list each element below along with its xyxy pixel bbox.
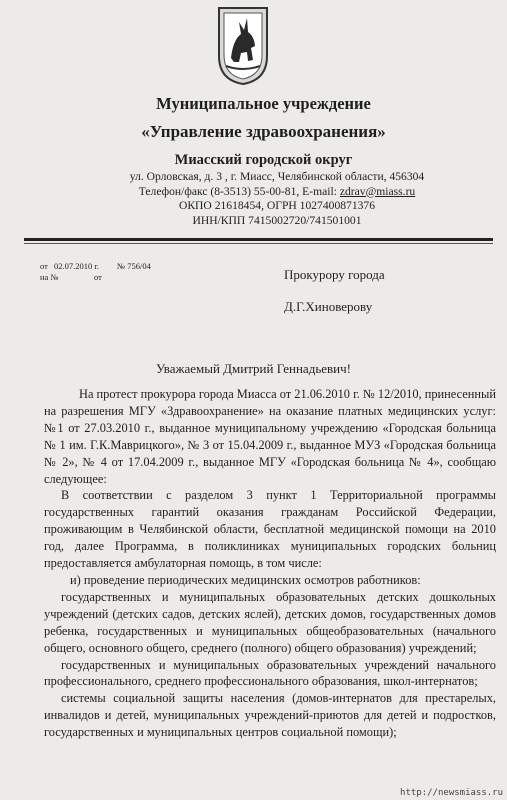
watermark-url: http://newsmiass.ru bbox=[400, 788, 503, 798]
paragraph: системы социальной защиты населения (домов-интернатов для престарелых, инвалидов и детей, муниципальных учреждений-приютов для детей и подростков, государственных и муниципальных центров социальной помощи); bbox=[44, 691, 496, 740]
letter-number: № 756/04 bbox=[117, 261, 151, 271]
city-coat-of-arms-icon bbox=[217, 6, 269, 86]
letter-date: 02.07.2010 г. bbox=[54, 261, 100, 271]
letter-body bbox=[44, 386, 496, 741]
paragraph: государственных и муниципальных образовательных учреждений начального профессионального, среднего профессионального образования, школ-интернатов; bbox=[44, 657, 496, 689]
outgoing-registration bbox=[40, 261, 151, 272]
header-divider-thin bbox=[24, 243, 493, 244]
paragraph: государственных и муниципальных образовательных детских дошкольных учреждений (детских садов, детских яслей), детских домов, государственных домов ребенка, государственных и муниципальных общеобразовательных (начального общего, основного общего, среднего (полного) общего образования) учреждений; bbox=[44, 589, 496, 655]
reference-date-label: от bbox=[94, 272, 102, 282]
email-link[interactable]: zdrav@miass.ru bbox=[339, 184, 416, 198]
reference-number-label: на № bbox=[40, 272, 59, 282]
contact-block bbox=[112, 170, 442, 228]
header-divider-thick bbox=[24, 238, 493, 241]
paragraph: На протест прокурора города Миасса от 21.06.2010 г. № 12/2010, принесенный на разрешения МГУ «Здравоохранение» на оказание платных медицинских услуг: №1 от 27.03.2010 г., выданное муниципальному учреждению «Городская больница № 1 им. Г.К.Маврицкого», № 3 от 15.04.2009 г., выданное МУЗ «Городская больница № 2», № 4 от 17.04.2009 г., выданное МГУ «Городская больница № 4», сообщаю следующее: bbox=[44, 387, 496, 486]
phone-fax: Телефон/факс (8-3513) 55-00-81, E-mail: bbox=[138, 184, 340, 198]
okpo-ogrn: ОКПО 21618454, ОГРН 1027400871376 bbox=[178, 199, 376, 213]
salutation: Уважаемый Дмитрий Геннадьевич! bbox=[156, 361, 351, 376]
addressee-block bbox=[284, 259, 385, 323]
reference-registration bbox=[40, 272, 151, 283]
inn-kpp: ИНН/КПП 7415002720/741501001 bbox=[192, 213, 362, 227]
addressee-name: Д.Г.Хиноверову bbox=[284, 299, 373, 314]
postal-address: ул. Орловская, д. 3 , г. Миасс, Челябинской области, 456304 bbox=[129, 170, 425, 183]
from-label: от bbox=[40, 261, 48, 271]
organization-name: «Управление здравоохранения» bbox=[141, 122, 386, 141]
registration-block bbox=[40, 261, 151, 283]
addressee-title: Прокурору города bbox=[284, 267, 385, 282]
paragraph: и) проведение периодических медицинских осмотров работников: bbox=[70, 572, 421, 587]
paragraph: В соответствии с разделом 3 пункт 1 Территориальной программы государственных гарантий оказания гражданам Российской Федерации, проживающим в Челябинской области, бесплатной медицинской помощи на 2010 год, далее Программа, в поликлиниках муниципальных городских больниц предоставляется амбулаторная помощь, в том числе: bbox=[44, 488, 496, 571]
phone-email-line bbox=[112, 185, 442, 200]
organization-type: Муниципальное учреждение bbox=[156, 94, 371, 113]
municipality-name: Миасский городской округ bbox=[174, 152, 353, 168]
